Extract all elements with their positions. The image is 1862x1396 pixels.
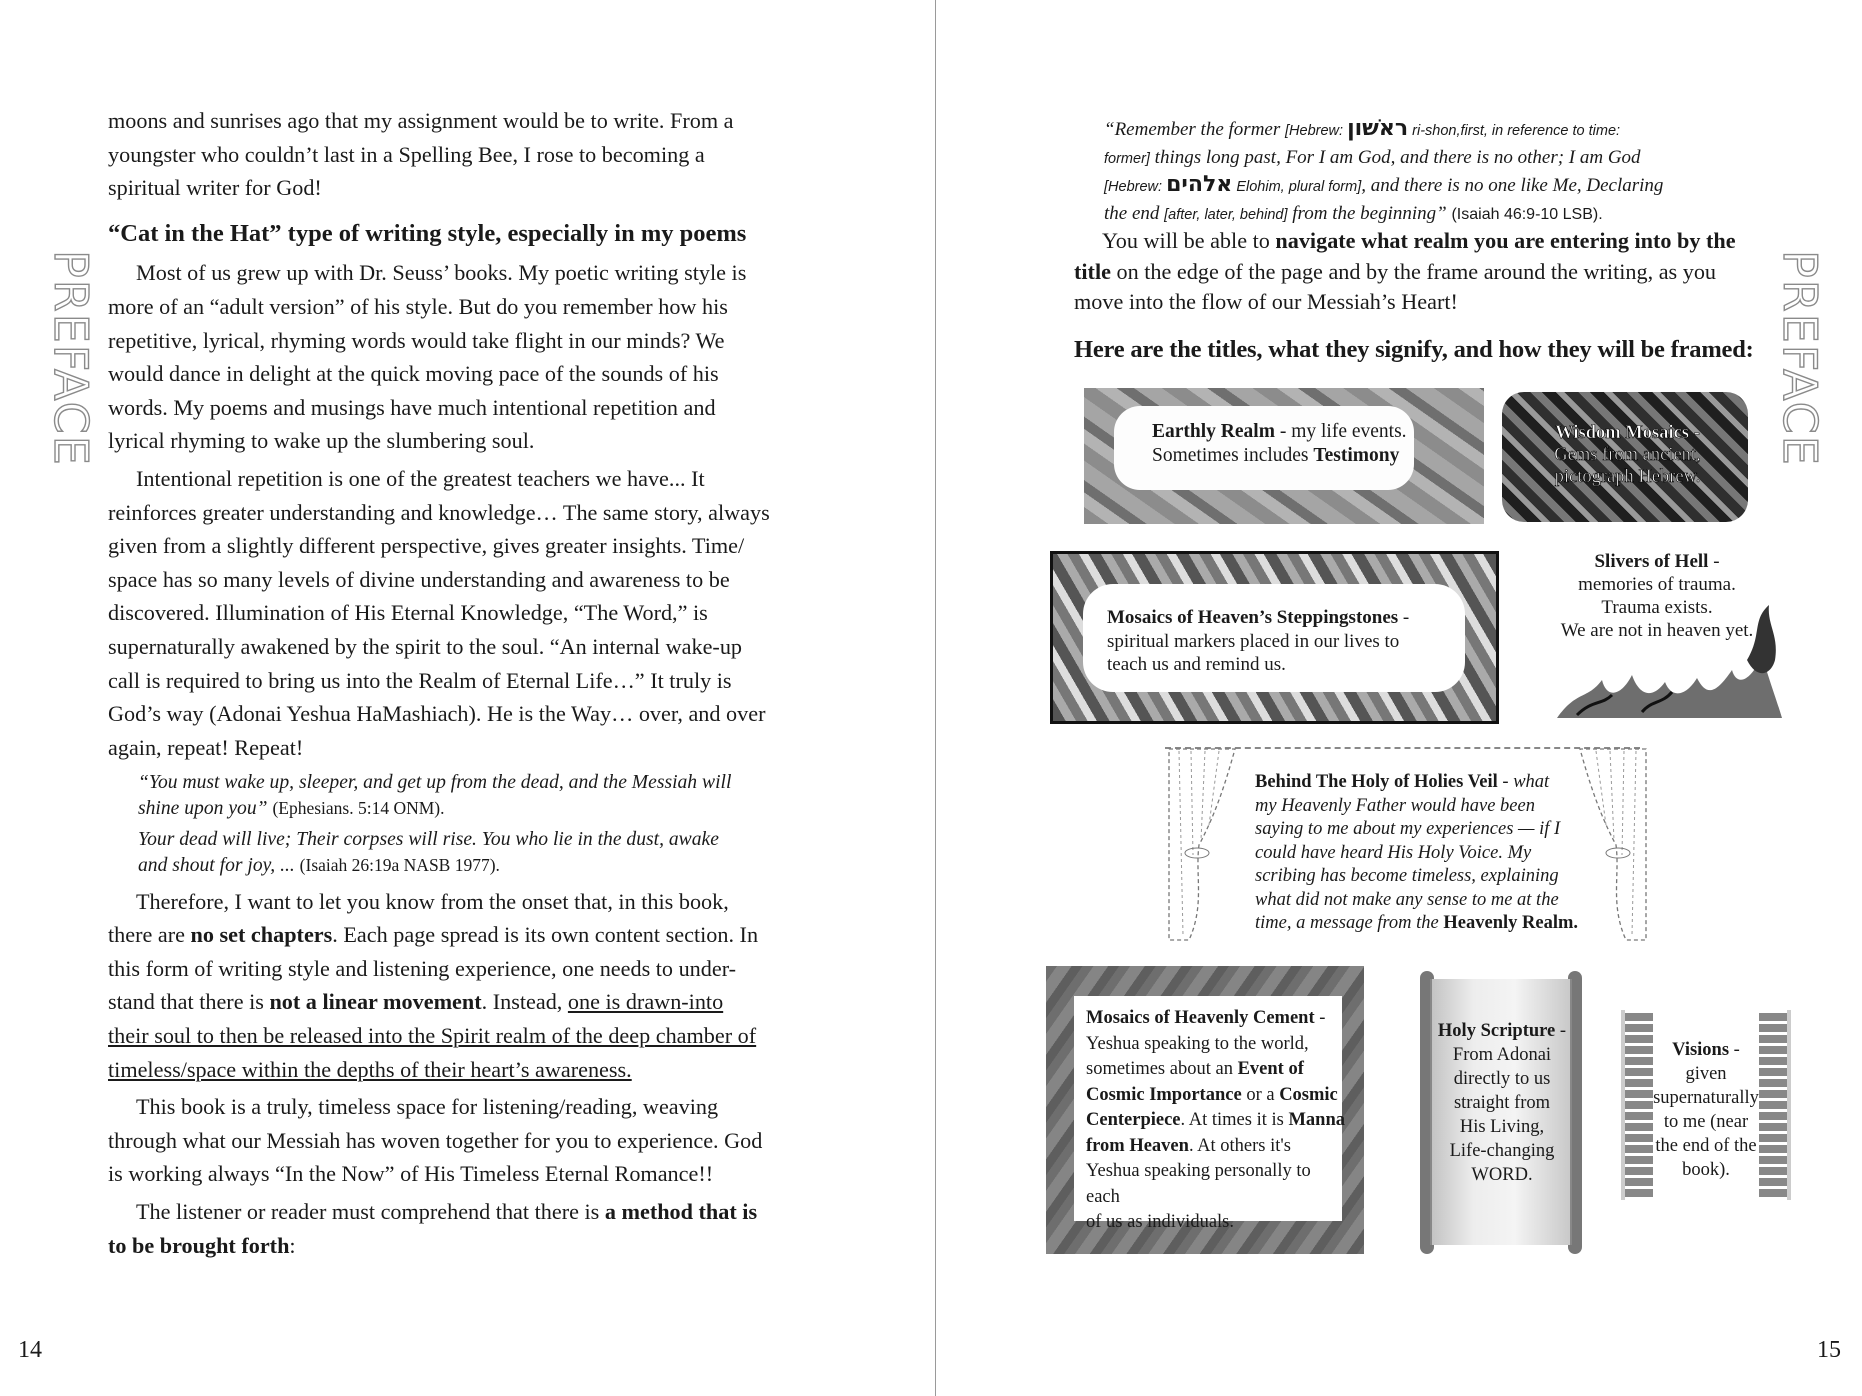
- heavenly-cement-frame: [1046, 966, 1364, 1254]
- visions-text: Visions - given supernaturally to me (near the end of the book).: [1653, 1040, 1759, 1180]
- paragraph: moons and sunrises ago that my assignment would be to write. From a youngster who couldn’t last in a Spelling Bee, I rose to becoming a spiritual writer for God!: [108, 108, 734, 201]
- section-heading: “Cat in the Hat” type of writing style, especially in my poems: [108, 219, 747, 247]
- frames-heading: Here are the titles, what they signify, and how they will be framed:: [1074, 336, 1754, 363]
- scripture-quote: “Remember the former [Hebrew: ראשׁון ri-shon,first, in reference to time: former] things long past, For I am God, and there is no other; I am God [Hebrew: אלהים Elohim, plural form], and there is no one like Me, Declaring the end [after, later, behind] from the beginning” (Isaiah 46:9-10 LSB).: [1104, 116, 1664, 224]
- paragraph: This book is a truly, timeless space for listening/reading, weaving through what our Messiah has woven together for you to experience. God is working always “In the Now” of His Timeless Eternal Romance!!: [108, 1094, 763, 1187]
- preface-side-tab: PREFACE: [1773, 250, 1827, 467]
- holy-scripture-text: Holy Scripture - From Adonai directly to us straight from His Living, Life-changing WORD.: [1437, 1021, 1567, 1185]
- heaven-steppingstones-frame: [1050, 551, 1499, 724]
- wisdom-mosaics-frame: [1502, 392, 1748, 522]
- flames-icon: [1547, 600, 1787, 720]
- scripture-quote: Your dead will live; Their corpses will rise. You who lie in the dust, awake and shout for joy, ... (Isaiah 26:19a NASB 1977).: [138, 829, 719, 877]
- paragraph: Intentional repetition is one of the greatest teachers we have... It reinforces greater understanding and knowledge… The same story, always given from a slightly different perspective, gives greater insights. Time/ space has so many levels of divine understanding and awareness to be discovered. Illumination of His Eternal Knowledge, “The Word,” is supernaturally awakened by the spirit to the soul. “An internal wake-up call is required to bring us into the Realm of Eternal Life…” It truly is God’s way (Adonai Yeshua HaMashiach). He is the Way… over, and over again, repeat! Repeat!: [108, 465, 770, 760]
- holy-scripture-frame: [1410, 965, 1592, 1260]
- intro-paragraph: You will be able to navigate what realm you are entering into by the title on the edge of the page and by the frame around the writing, as you move into the flow of our Messiah’s Heart!: [1074, 228, 1736, 314]
- heaven-steppingstones-text: Mosaics of Heaven’s Steppingstones - spiritual markers placed in our lives to teach us and remind us.: [1107, 607, 1410, 675]
- page-number: 14: [18, 1337, 42, 1363]
- earthly-realm-text: Earthly Realm - my life events. Sometimes includes Testimony: [1152, 421, 1407, 466]
- wisdom-mosaics-text: Wisdom Mosaics - Gems from ancient, pictograph Hebrew.: [1554, 423, 1701, 487]
- scripture-quote: “You must wake up, sleeper, and get up from the dead, and the Messiah will shine upon you” (Ephesians. 5:14 ONM).: [138, 772, 732, 819]
- page-number: 15: [1817, 1337, 1841, 1363]
- slivers-of-hell-text: Slivers of Hell - memories of trauma. Trauma exists. We are not in heaven yet.: [1560, 551, 1754, 641]
- earthly-realm-frame: [1084, 388, 1484, 524]
- left-curtain-icon: [1165, 745, 1245, 943]
- heavenly-cement-text: Mosaics of Heavenly Cement - Yeshua speaking to the world, sometimes about an Event of Cosmic Importance or a Cosmic Centerpiece. At times it is Manna from Heaven. At others it's Yeshua speaking personally to each of us as individuals.: [1086, 1008, 1345, 1232]
- slivers-of-hell-frame: [1547, 550, 1787, 720]
- visions-frame: [1621, 1010, 1791, 1200]
- holy-of-holies-veil-frame: [1165, 745, 1650, 943]
- paragraph: Most of us grew up with Dr. Seuss’ books. My poetic writing style is more of an “adult version” of his style. But do you remember how his repetitive, lyrical, rhyming words would take flight in our minds? We would dance in delight at the quick moving pace of the sounds of his words. My poems and musings have much intentional repetition and lyrical rhyming to wake up the slumbering soul.: [108, 260, 747, 454]
- left-body-text: [108, 104, 798, 1262]
- preface-side-tab: PREFACE: [44, 250, 98, 467]
- veil-text: Behind The Holy of Holies Veil - what my Heavenly Father would have been saying to me about my experiences — if I could have heard His Holy Voice. My scribing has become timeless, explaining what did not make any sense to me at the time, a message from the Heavenly Realm.: [1255, 772, 1579, 933]
- paragraph: The listener or reader must comprehend that there is a method that is to be brought forth:: [108, 1199, 758, 1258]
- paragraph: Therefore, I want to let you know from the onset that, in this book, there are no set chapters. Each page spread is its own content section. In this form of writing style and listening experience, one needs to under- stand that there is not a linear movement. Instead, one is drawn-into their soul to then be released into the Spirit realm of the deep chamber of timeless/space within the depths of their heart’s awareness.: [108, 888, 759, 1082]
- right-page: [937, 0, 1862, 1396]
